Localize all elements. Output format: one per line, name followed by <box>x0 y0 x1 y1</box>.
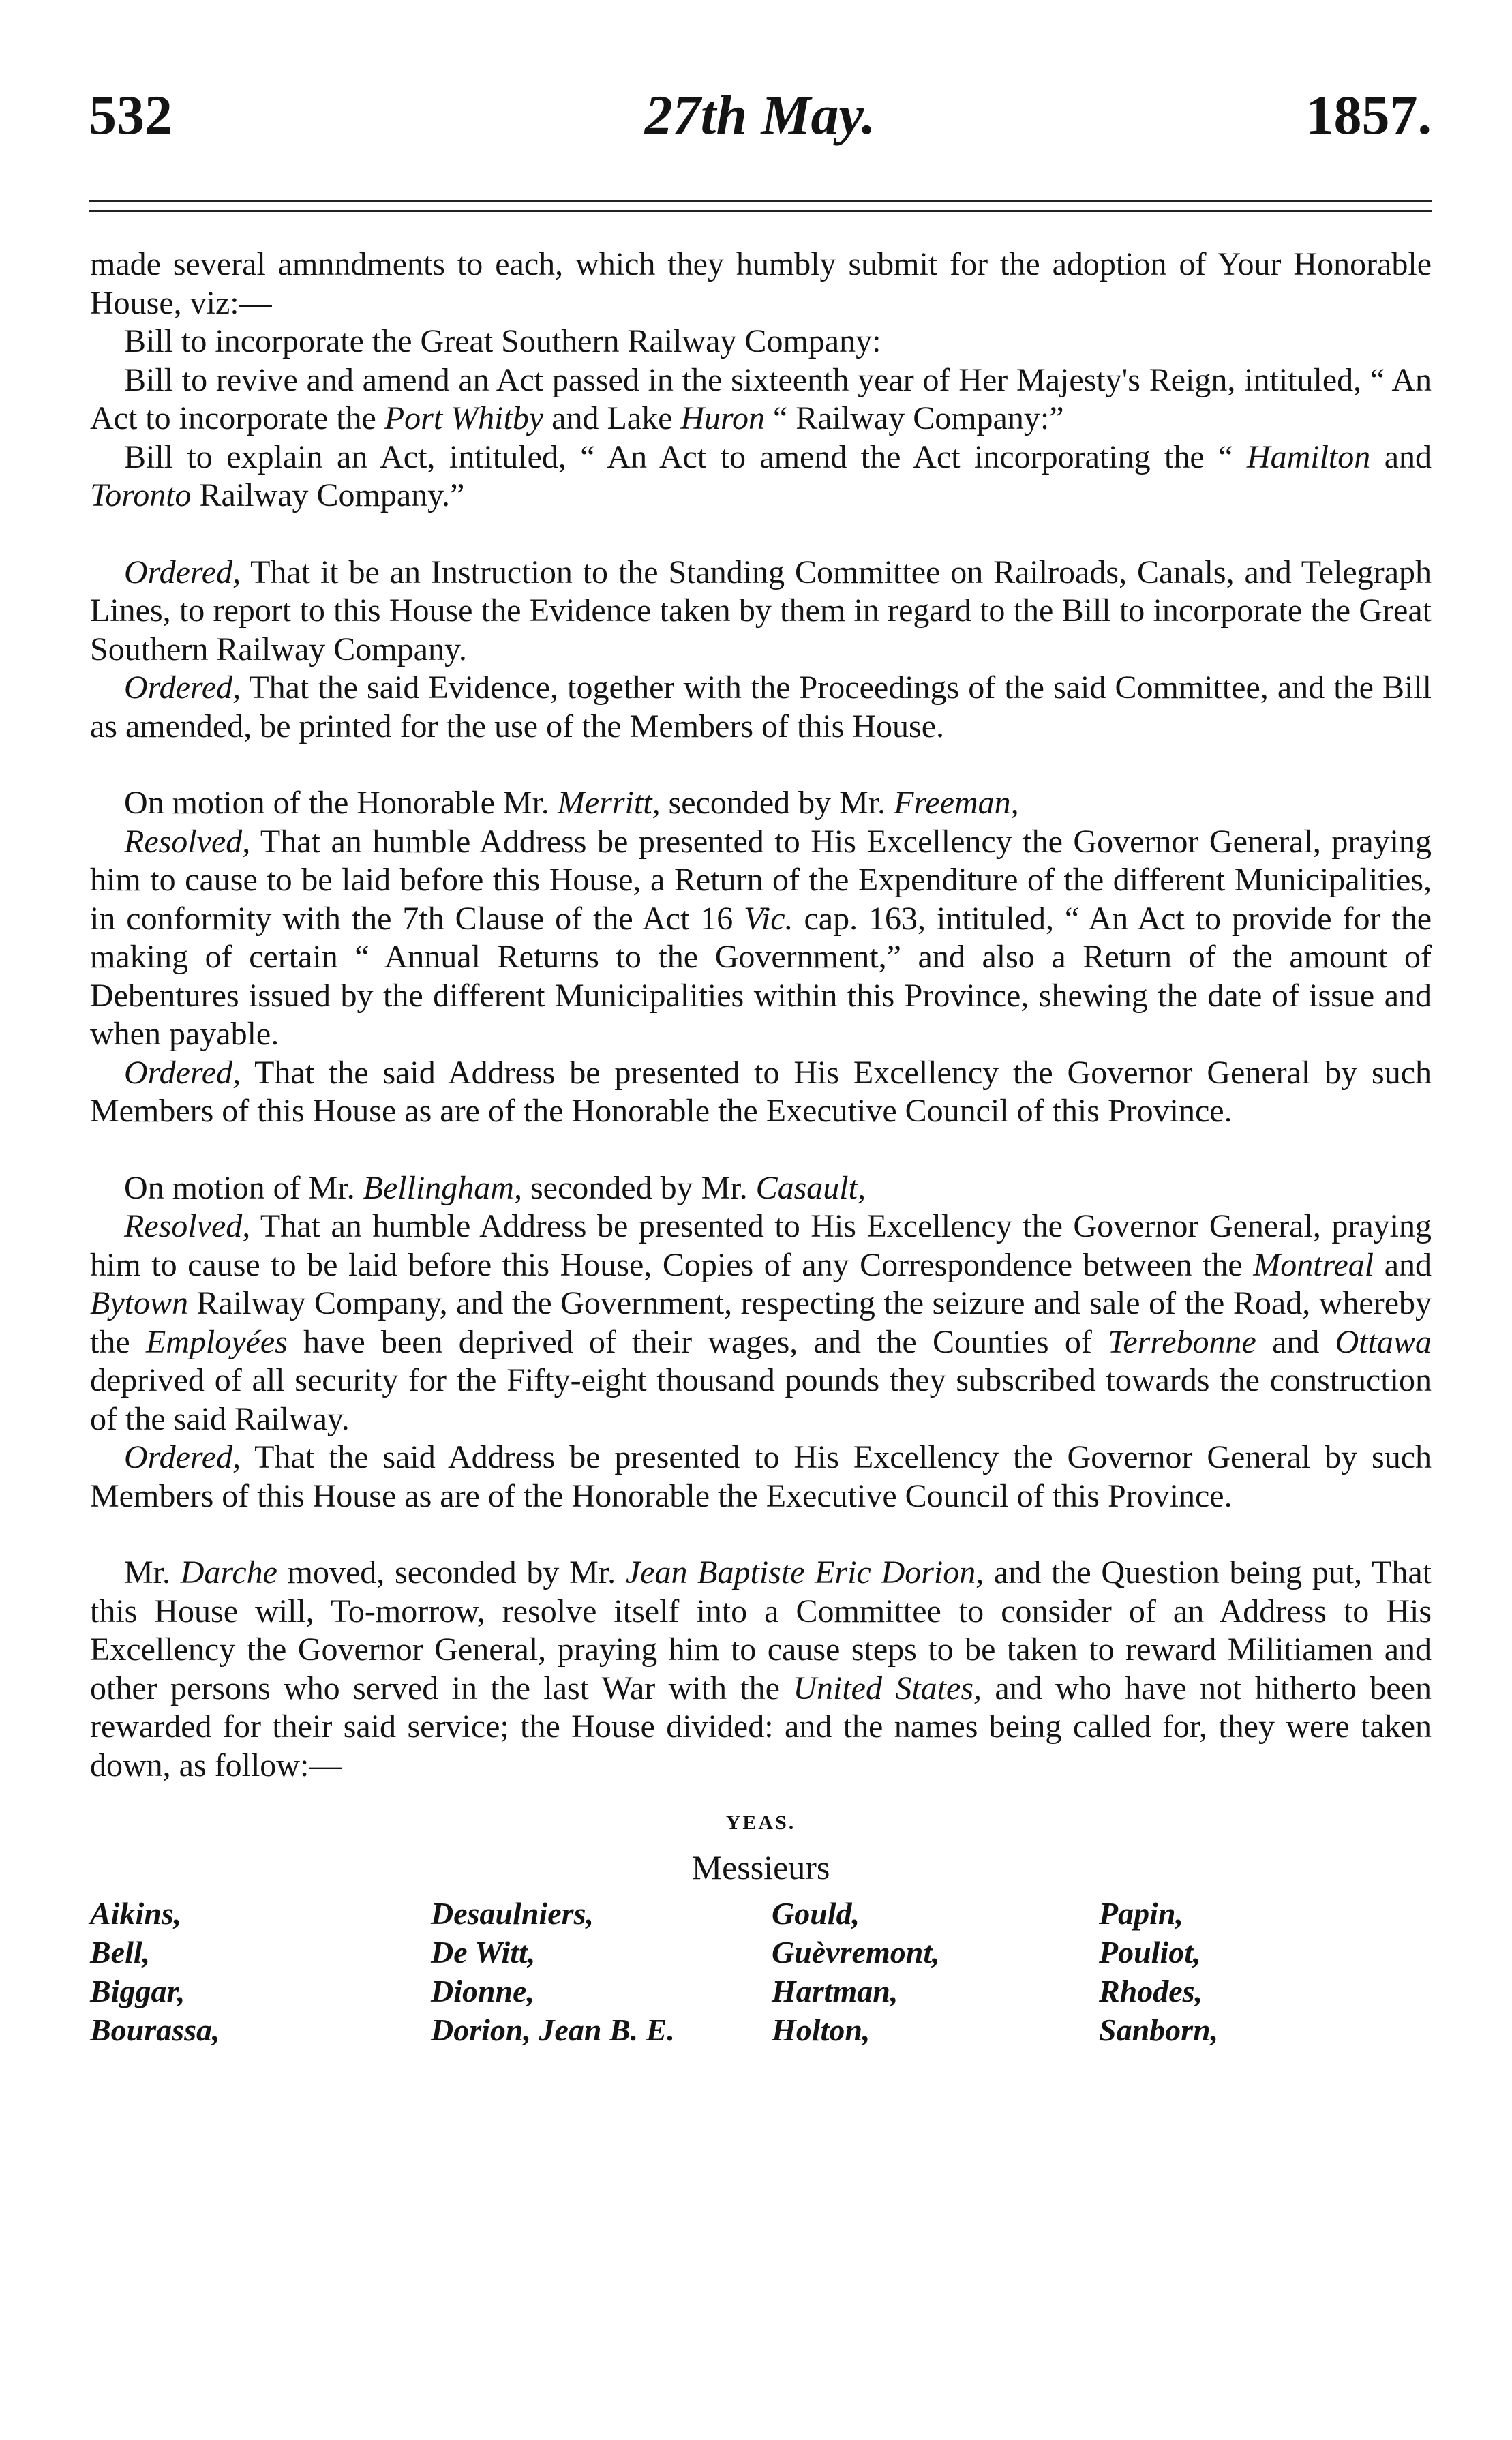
bill-port-whitby: Bill to revive and amend an Act passed in the sixteenth year of Her Majesty's Reign, intituled, “ An Act to incorporate the Port Whitby and Lake Huron “ Railway Company:” <box>90 361 1432 436</box>
bill-great-southern: Bill to incorporate the Great Southern Railway Company: <box>124 323 881 359</box>
page-number: 532 <box>89 84 172 146</box>
header-year: 1857. <box>1305 84 1432 146</box>
spacer <box>90 515 1432 554</box>
name-entry: Holton, <box>772 2013 871 2047</box>
name-entry: Papin, <box>1099 1896 1183 1931</box>
name-entry: Rhodes, <box>1099 1974 1203 2008</box>
name-entry: Pouliot, <box>1099 1935 1201 1970</box>
header-double-rule <box>89 200 1432 212</box>
name-entry: Aikins, <box>90 1896 182 1931</box>
bill-hamilton-toronto: Bill to explain an Act, intituled, “ An Act to amend the Act incorporating the “ Hamilton and Toronto Railway Company.” <box>90 438 1432 513</box>
yeas-name-list <box>90 1894 1432 2049</box>
spacer <box>90 1131 1432 1169</box>
name-entry: Dorion, Jean B. E. <box>431 2013 675 2047</box>
name-entry: De Witt, <box>431 1935 536 1970</box>
name-entry: Desaulniers, <box>431 1896 594 1931</box>
yeas-heading: YEAS. <box>725 1811 796 1834</box>
page-header <box>89 84 1432 162</box>
para-motion-darche: Mr. Darche moved, seconded by Mr. Jean Baptiste Eric Dorion, and the Question being put, That this House will, To-morrow, resolve itself into a Committee to consider of an Address to His Excellency the Governor General, praying him to cause steps to be taken to reward Militiamen and other persons who served in the last War with the United States, and who have not hitherto been rewarded for their said service; the House divided: and the names being called for, they were taken down, as follow:— <box>90 1554 1432 1783</box>
spacer <box>90 746 1432 784</box>
para-resolved-correspondence: Resolved, That an humble Address be presented to His Excellency the Governor General, praying him to cause to be laid before this House, Copies of any Correspondence between the Montreal and Bytown Railway Company, and the Government, respecting the seizure and sale of the Road, whereby the Employées have been deprived of their wages, and the Counties of Terrebonne and Ottawa deprived of all security for the Fifty-eight thousand pounds they subscribed towards the construction of the said Railway. <box>90 1208 1432 1437</box>
name-entry: Dionne, <box>431 1974 535 2008</box>
para-ordered-instruction: Ordered, That it be an Instruction to the Standing Committee on Railroads, Canals, and Telegraph Lines, to report to this House the Evidence taken by them in regard to the Bill to incorporate the Great Southern Railway Company. <box>90 554 1432 667</box>
para-resolved-expenditure: Resolved, That an humble Address be presented to His Excellency the Governor General, praying him to cause to be laid before this House, a Return of the Expenditure of the different Municipalities, in conformity with the 7th Clause of the Act 16 Vic. cap. 163, intituled, “ An Act to provide for the making of certain “ Annual Returns to the Government,” and also a Return of the amount of Debentures issued by the different Municipalities within this Province, shewing the date of issue and when payable. <box>90 823 1432 1052</box>
name-entry: Bell, <box>90 1935 151 1970</box>
name-entry: Bourassa, <box>90 2013 220 2047</box>
para-motion-bellingham: On motion of Mr. Bellingham, seconded by Mr. Casault, <box>124 1169 866 1206</box>
para-motion-merritt: On motion of the Honorable Mr. Merritt, seconded by Mr. Freeman, <box>124 785 1019 821</box>
header-date: 27th May. <box>644 84 876 146</box>
para-ordered-address-1: Ordered, That the said Address be presented to His Excellency the Governor General by such Members of this House as are of the Honorable the Executive Council of this Province. <box>90 1054 1432 1129</box>
para-ordered-evidence: Ordered, That the said Evidence, together with the Proceedings of the said Committee, and the Bill as amended, be printed for the use of the Members of this House. <box>90 669 1432 744</box>
name-entry: Hartman, <box>772 1974 898 2008</box>
para-ordered-address-2: Ordered, That the said Address be presented to His Excellency the Governor General by such Members of this House as are of the Honorable the Executive Council of this Province. <box>90 1439 1432 1514</box>
journal-body <box>90 245 1432 2049</box>
messieurs-heading: Messieurs <box>691 1848 830 1886</box>
spacer <box>90 1516 1432 1554</box>
para-amendments-intro: made several amnndments to each, which they humbly submit for the adoption of Your Honorable House, viz:— <box>90 246 1432 321</box>
name-entry: Gould, <box>772 1896 860 1931</box>
name-entry: Sanborn, <box>1099 2013 1219 2047</box>
name-entry: Guèvremont, <box>772 1935 940 1970</box>
name-entry: Biggar, <box>90 1974 185 2008</box>
